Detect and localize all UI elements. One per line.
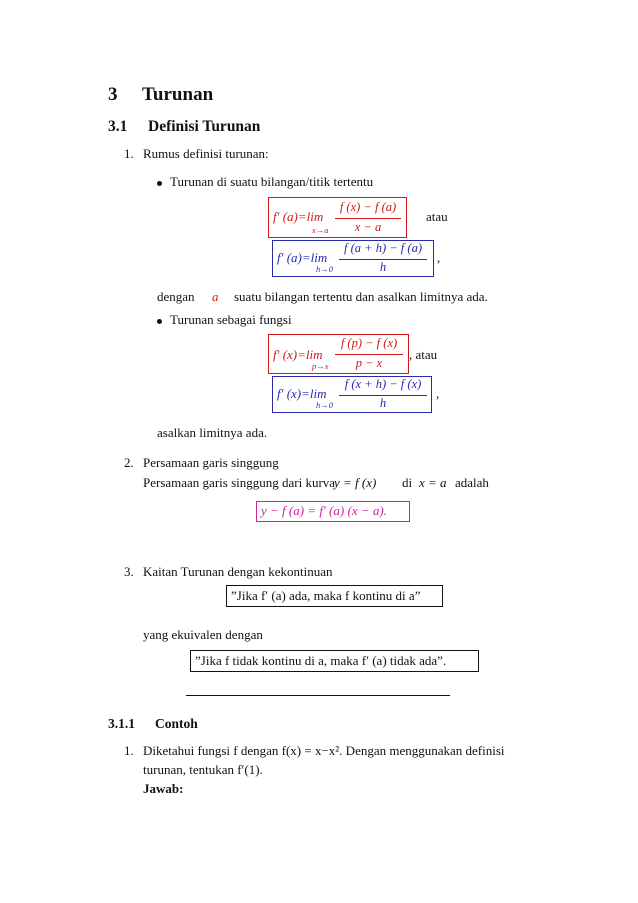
formula1-sub: x→a [312,225,329,235]
formula1-denominator: x − a [354,220,382,234]
tangent-formula: y − f (a) = f′ (a) (x − a). [261,503,387,518]
formula4-lhs: f′ (x)=lim [277,386,327,401]
formula4-denominator: h [379,396,387,410]
item2-number: 2. [124,455,134,470]
subsection-number: 3.1 [108,118,128,135]
quote2-text: ”Jika f tidak kontinu di a, maka f′ (a) tidak ada”. [195,653,447,668]
example1-line2: turunan, tentukan f′(1). [143,762,263,777]
item2-desc-eq2: x = a [419,475,447,490]
formula1-numerator: f (x) − f (a) [339,200,397,214]
item3-label: Kaitan Turunan dengan kekontinuan [143,564,333,579]
item1-number: 1. [124,146,134,161]
example1-line1: Diketahui fungsi f dengan f(x) = x−x². Dengan menggunakan definisi [143,743,505,758]
example1-number: 1. [124,743,134,758]
bullet-marker [157,181,162,186]
formula1-fraction-bar [335,218,401,219]
formula4-numerator: f (x + h) − f (x) [344,377,422,391]
formula3-numerator: f (p) − f (x) [340,336,398,350]
formula2-lhs: f′ (a)=lim [277,250,328,265]
formula2-numerator: f (a + h) − f (a) [344,241,422,255]
comma-1: , [437,250,441,265]
item3-number: 3. [124,564,134,579]
note1-variable: a [212,289,219,304]
section-number: 3 [108,84,118,105]
bullet2-text: Turunan sebagai fungsi [170,312,292,327]
formula3-denominator: p − x [355,356,383,370]
subsubsection-number: 3.1.1 [108,716,135,731]
note2-text: asalkan limitnya ada. [157,425,268,440]
atau-2: , atau [409,347,438,362]
bullet-marker [157,319,162,324]
subsubsection-title: Contoh [155,716,198,731]
formula3-lhs: f′ (x)=lim [273,347,323,362]
formula3-fraction-bar [335,354,403,355]
item2-label: Persamaan garis singgung [143,455,279,470]
answer-label: Jawab: [143,781,184,796]
note1-suffix: suatu bilangan tertentu dan asalkan limitnya ada. [234,289,488,304]
item2-desc-prefix: Persamaan garis singgung dari kurva [143,475,336,490]
formula3-sub: p→x [312,361,329,371]
formula2-denominator: h [379,260,387,274]
bullet1-text: Turunan di suatu bilangan/titik tertentu [170,174,374,189]
formula2-sub: h→0 [316,264,333,274]
formula1-lhs: f′ (a)=lim [273,209,324,224]
section-title: Turunan [142,84,214,105]
quote1-text: ”Jika f′ (a) ada, maka f kontinu di a” [231,588,421,603]
equivalent-text: yang ekuivalen dengan [143,627,263,642]
item2-desc-eq1: y = f (x) [334,475,377,490]
note1-prefix: dengan [157,289,195,304]
item2-desc-mid: di [402,475,413,490]
atau-1: atau [426,209,448,224]
item1-label: Rumus definisi turunan: [143,146,269,161]
item2-desc-suffix: adalah [455,475,489,490]
horizontal-rule [186,695,450,696]
comma-2: , [436,386,440,401]
formula4-sub: h→0 [316,400,333,410]
subsection-title: Definisi Turunan [148,118,261,135]
